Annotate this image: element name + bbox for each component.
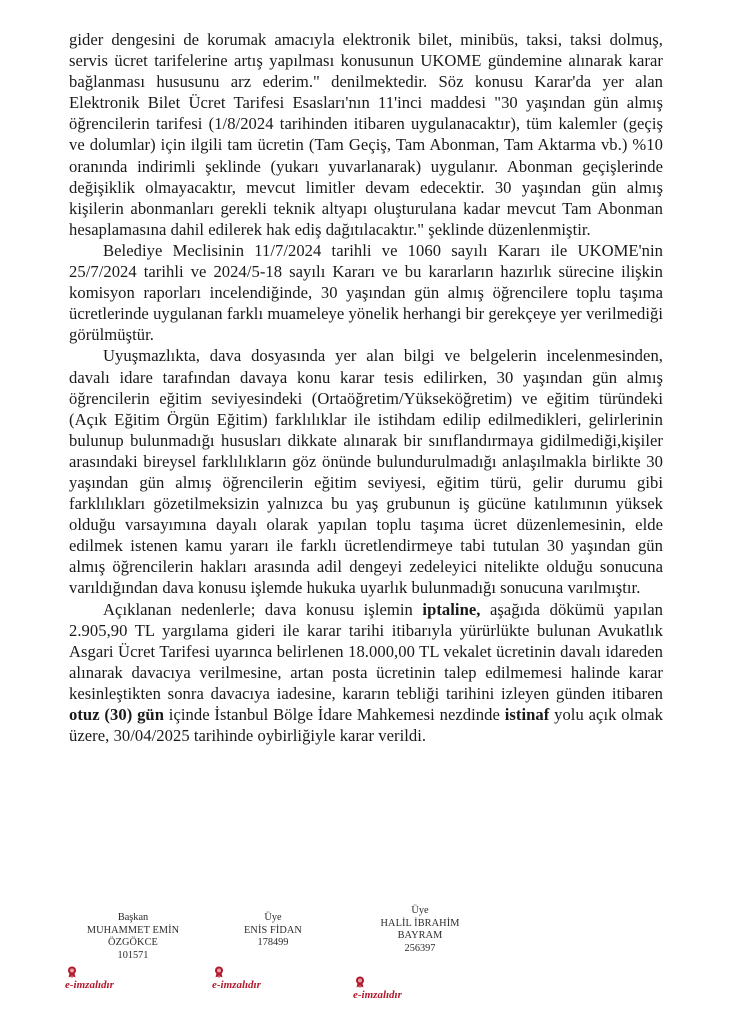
e-signature-chair[interactable]	[65, 966, 114, 991]
signature-block-member-1	[228, 912, 318, 950]
signature-name-line-1: ENİS FİDAN	[244, 924, 302, 936]
rosette-seal-icon	[67, 966, 77, 978]
paragraph-3	[69, 345, 663, 598]
e-signature-member-2[interactable]	[353, 976, 402, 1001]
verdict-bold-annulment: iptaline,	[422, 599, 481, 619]
signature-role: Üye	[411, 905, 429, 916]
paragraph-2	[69, 240, 663, 345]
e-signed-label: e-imzalıdır	[65, 979, 114, 991]
signature-name-line-1: HALİL İBRAHİM	[380, 917, 460, 929]
paragraph-1-text: gider dengesini de korumak amacıyla elektronik bilet, minibüs, taksi, taksi dolmuş, servis ücret tarifelerine artış yapılması konusunun UKOME gündemine alınarak karar bağlanması hususunu arz ederim." denilmektedir. Söz konusu Karar'da yer alan Elektronik Bilet Ücret Tarifesi Esasları'nın 11'inci maddesi "30 yaşından gün almış öğrencilerin tarifesi (1/8/2024 tarihinden itibaren uygulanacaktır), tüm kalemler (geçiş ve dolumlar) için ilgili tam ücretin (Tam Geçiş, Tam Abonman, Tam Aktarma vb.) %10 oranında indirimli şeklinde (yukarı yuvarlanarak) uygulanır. Abonman geçişlerinde değişiklik olmayacaktır, mevcut limitler devam edecektir. 30 yaşından gün almış kişilerin abonmanları gerekli teknik altyapı oluşturulana kadar mevcut Tam Abonman hesaplamasına dahil edilerek hak ediş dağıtılacaktır." şeklinde düzenlenmiştir.	[69, 30, 663, 239]
e-signed-label: e-imzalıdır	[212, 979, 261, 991]
e-signature-member-1[interactable]	[212, 966, 261, 991]
document-body	[69, 29, 663, 746]
paragraph-1	[69, 29, 663, 240]
verdict-text-3: içinde İstanbul Bölge İdare Mahkemesi nezdinde	[163, 705, 505, 724]
verdict-text-4: yolu açık olmak üzere, 30/04/2025 tarihinde oybirliğiyle karar verildi.	[69, 705, 663, 746]
rosette-seal-icon	[355, 976, 365, 988]
paragraph-3-text: Uyuşmazlıkta, dava dosyasında yer alan bilgi ve belgelerin incelenmesinden, davalı idare tarafından davaya konu karar tesis edilirken, 30 yaşından gün almış öğrencilerin eğitim seviyesindeki (Ortaöğretim/Yükseköğretim) ve eğitim türündeki (Açık Eğitim Örgün Eğitim) farklılıklar ile istihdam edilip edilmedikleri, gelirlerinin bulunup bulunmadığı hususları dikkate alınarak bir sınıflandırmaya gidilmediği,kişiler arasındaki bireysel farklılıkların göz önünde bulundurulmadığı anlaşılmakla birlikte 30 yaşından gün almış öğrencilerin eğitim seviyesi, eğitim türü, gelir durumu gibi farklılıkları gözetilmeksizin yalnızca bu yaş grubunun iş gücüne katılımının yüksek olduğu varsayımına dayalı olarak yapılan toplu taşıma ücret düzenlemesinin, elde edilmek istenen kamu yararı ile farklı ücretlendirmeye tabi tutulan 30 yaşından gün almış öğrencilerin hakları arasında adil dengeyi zedeleyici nitelikte olduğu sonucuna varıldığından dava konusu işlemde hukuka uyarlık bulunmadığı sonucuna varılmıştır.	[69, 346, 663, 598]
verdict-bold-deadline: otuz (30) gün	[69, 705, 164, 724]
signature-registry-number: 256397	[404, 942, 436, 954]
signature-registry-number: 178499	[257, 937, 289, 949]
verdict-text-1: Açıklanan nedenlerle; dava konusu işlemin	[103, 599, 423, 619]
paragraph-4-verdict	[69, 599, 663, 747]
signature-block-chair	[73, 912, 193, 962]
verdict-text-2: aşağıda dökümü yapılan 2.905,90 TL yargılama gideri ile karar tarihi itibarıyla yürürlükte bulunan Avukatlık Asgari Ücret Tarifesi uyarınca belirlenen 18.000,00 TL vekalet ücretinin davalı idareden alınarak davacıya verilmesine, artan posta ücretinin talep edilmemesi halinde karar kesinleştikten sonra davacıya iadesine, kararın tebliği tarihini izleyen günden itibaren	[69, 599, 663, 703]
signature-registry-number: 101571	[117, 949, 149, 961]
signature-name-line-1: MUHAMMET EMİN	[86, 924, 180, 936]
signature-role: Üye	[264, 912, 282, 923]
signature-name-line-2: BAYRAM	[397, 930, 443, 942]
signature-block-member-2	[365, 905, 475, 955]
paragraph-2-text: Belediye Meclisinin 11/7/2024 tarihli ve 1060 sayılı Kararı ile UKOME'nin 25/7/2024 tarihli ve 2024/5-18 sayılı Kararı ve bu kararların hazırlık sürecine ilişkin komisyon raporları incelendiğinde, 30 yaşından gün almış öğrencilere toplu taşıma ücretlerinde uygulanan farklı muameleye yönelik herhangi bir gerekçeye yer verilmediği görülmüştür.	[69, 240, 663, 345]
signature-role: Başkan	[117, 912, 149, 923]
rosette-seal-icon	[214, 966, 224, 978]
e-signed-label: e-imzalıdır	[353, 989, 402, 1001]
signature-name-line-2: ÖZGÖKCE	[108, 937, 158, 949]
verdict-bold-appeal: istinaf	[504, 705, 550, 724]
